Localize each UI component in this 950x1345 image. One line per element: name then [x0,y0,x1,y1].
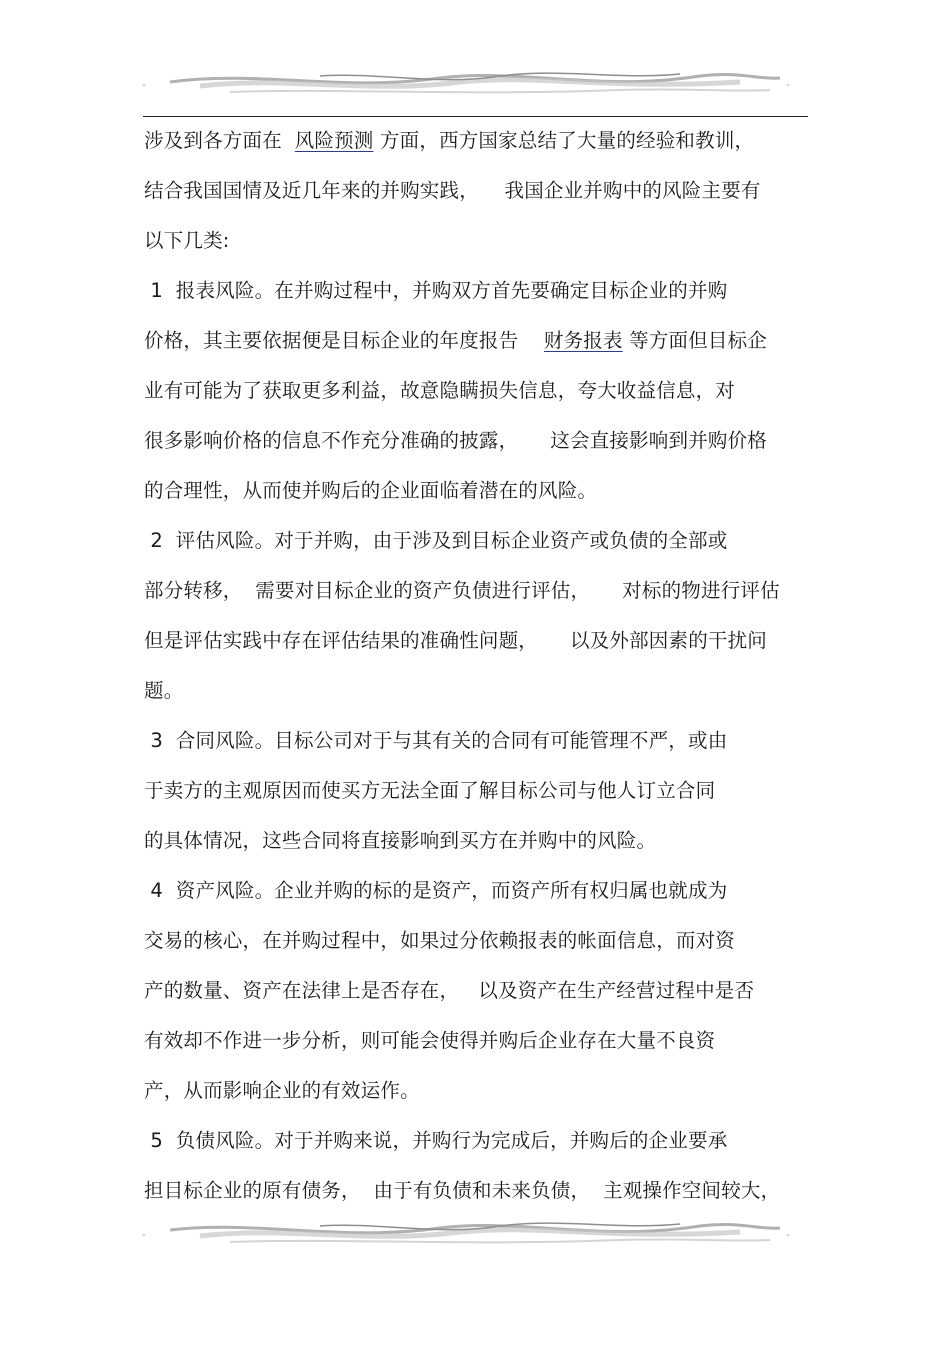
text-line [144,1126,727,1156]
text-line [144,526,727,556]
text-segment: 等方面但目标企 [622,329,768,352]
footer-ornament [140,1212,810,1252]
text-line [144,376,735,406]
text-segment: 产的数量、资产在法律上是否存在， 以及资产在生产经营过程中是否 [144,979,755,1002]
text-segment: 涉及到各方面在 [144,129,295,152]
text-segment: 交易的核心，在并购过程中，如果过分依赖报表的帐面信息，而对资 [144,929,736,952]
text-segment: 2 评估风险。对于并购，由于涉及到目标企业资产或负债的全部或 [144,529,728,552]
text-segment: 以下几类: [144,229,230,252]
text-segment: 的合理性，从而使并购后的企业面临着潜在的风险。 [144,479,598,502]
text-segment: 价格，其主要依据便是目标企业的年度报告 [144,329,544,352]
text-segment: 结合我国国情及近几年来的并购实践， 我国企业并购中的风险主要有 [144,179,761,202]
text-line [144,276,727,306]
text-segment: 1 报表风险。在并购过程中，并购双方首先要确定目标企业的并购 [144,279,728,302]
text-segment: 3 合同风险。目标公司对于与其有关的合同有可能管理不严，或由 [144,729,728,752]
text-line [144,676,183,706]
text-line [144,726,727,756]
text-segment: 业有可能为了获取更多利益，故意隐瞒损失信息，夸大收益信息，对 [144,379,736,402]
text-line [144,176,761,206]
text-segment: 的具体情况，这些合同将直接影响到买方在并购中的风险。 [144,829,657,852]
svg-text:-: - [786,1230,790,1241]
text-line [144,826,656,856]
text-segment: 4 资产风险。企业并购的标的是资产，而资产所有权归属也就成为 [144,879,728,902]
text-segment: 题。 [144,679,184,702]
text-line [144,426,767,456]
text-line [144,576,780,606]
text-segment: 方面，西方国家总结了大量的经验和教训， [373,129,755,152]
text-line [144,776,715,806]
text-segment: 很多影响价格的信息不作充分准确的披露， 这会直接影响到并购价格 [144,429,767,452]
svg-text:-: - [142,1230,146,1241]
svg-text:-: - [786,80,790,91]
text-segment: 5 负债风险。对于并购来说，并购行为完成后，并购后的企业要承 [144,1129,728,1152]
text-line [144,876,727,906]
text-line [144,1076,420,1106]
text-line [144,926,735,956]
text-segment: 担目标企业的原有债务， 由于有负债和未来负债， 主观操作空间较大， [144,1179,781,1202]
text-line [144,126,754,156]
text-segment: 但是评估实践中存在评估结果的准确性问题， 以及外部因素的干扰问 [144,629,767,652]
text-segment: 部分转移， 需要对目标企业的资产负债进行评估， 对标的物进行评估 [144,579,780,602]
text-line [144,976,754,1006]
text-line [144,626,767,656]
text-line [144,1176,780,1206]
text-segment: 于卖方的主观原因而使买方无法全面了解目标公司与他人订立合同 [144,779,716,802]
hyperlink[interactable]: 财务报表 [543,329,623,352]
text-line [144,326,767,356]
hyperlink[interactable]: 风险预测 [294,129,374,152]
text-segment: 产，从而影响企业的有效运作。 [144,1079,420,1102]
header-rule [143,116,808,117]
text-line [144,1026,715,1056]
header-ornament [140,62,810,102]
svg-text:-: - [142,80,146,91]
text-line [144,226,230,256]
text-segment: 有效却不作进一步分析，则可能会使得并购后企业存在大量不良资 [144,1029,716,1052]
text-line [144,476,597,506]
